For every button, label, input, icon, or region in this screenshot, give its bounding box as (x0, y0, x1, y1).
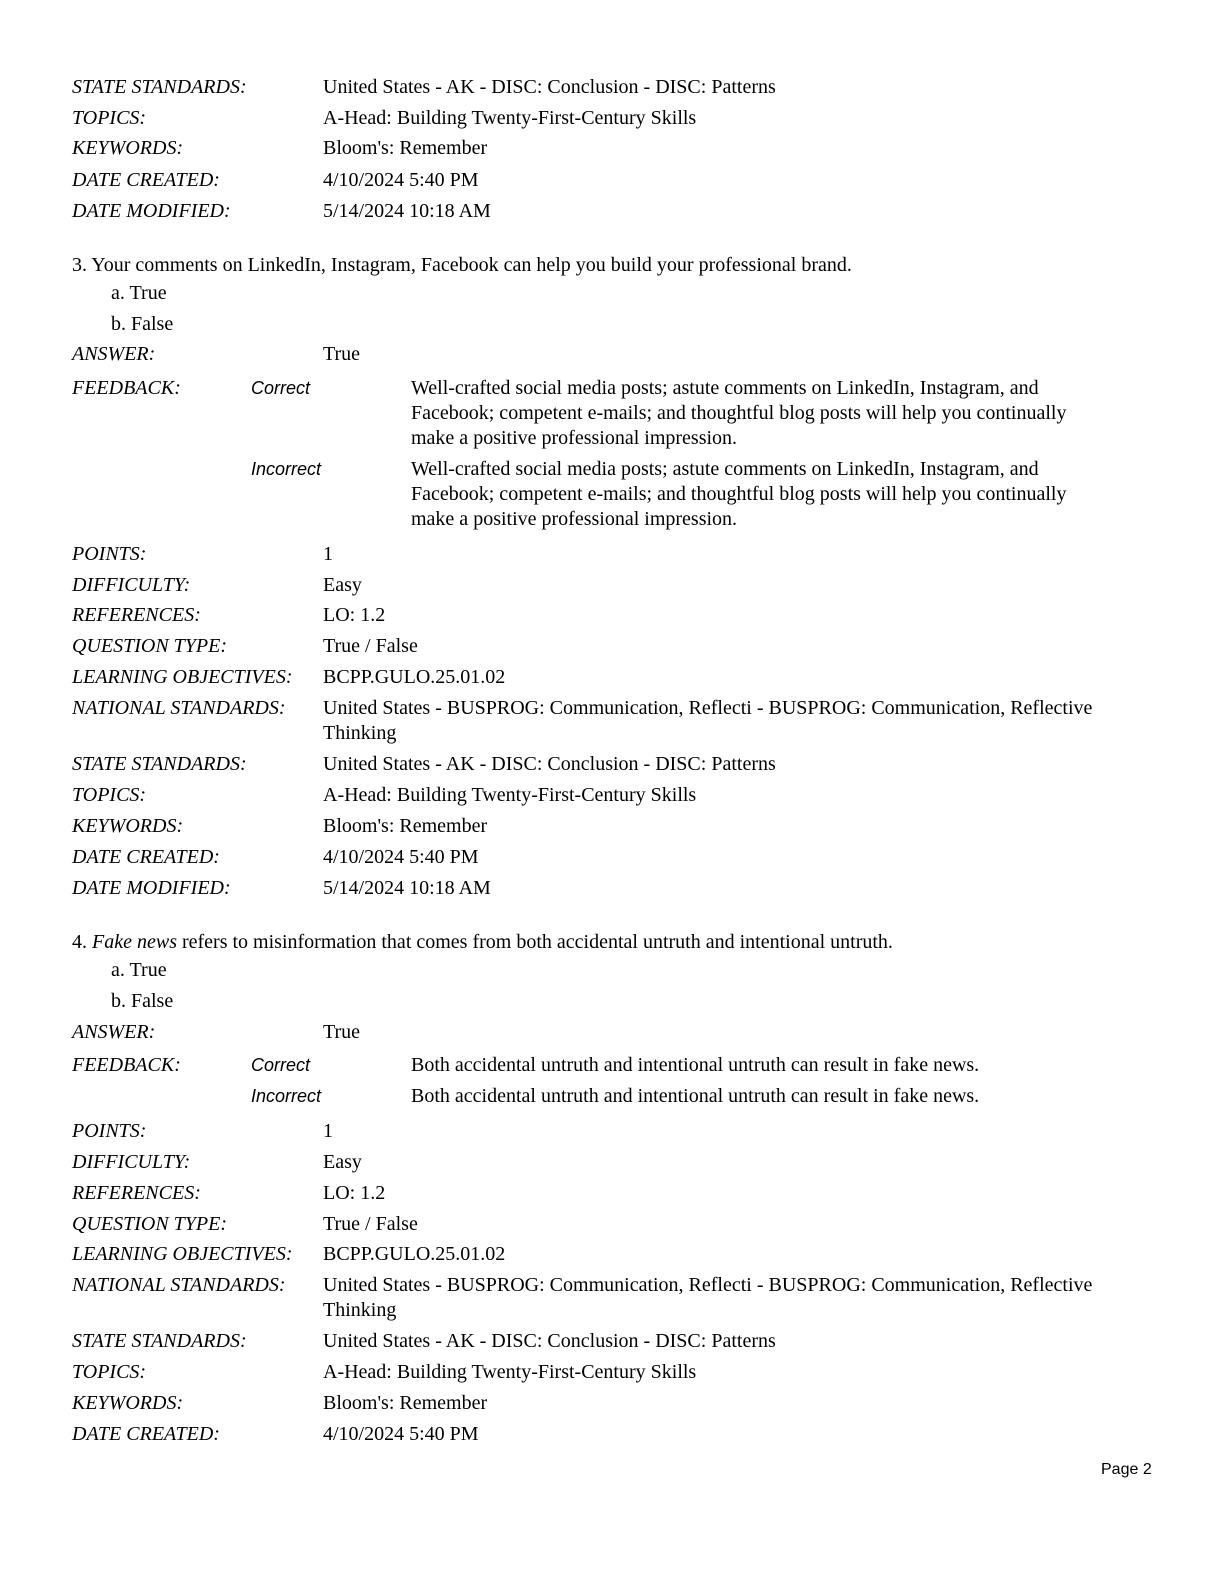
national-standards-value: United States - BUSPROG: Communication, Reflecti - BUSPROG: Communication, Reflective Thinking (323, 697, 1093, 744)
q4-feedback-incorrect-tag: Incorrect (251, 1086, 322, 1106)
q4-feedback-correct-tag: Correct (251, 1055, 311, 1075)
points-value: 1 (323, 543, 333, 565)
state-standards-value: United States - AK - DISC: Conclusion - DISC: Patterns (323, 1330, 776, 1352)
answer-value: True (323, 1021, 361, 1043)
state-standards-value: United States - AK - DISC: Conclusion - DISC: Patterns (323, 753, 776, 775)
topics-label: TOPICS: (72, 107, 147, 129)
q4-question-rest: refers to misinformation that comes from both accidental untruth and intentional untruth. (181, 931, 893, 953)
points-label: POINTS: (72, 543, 147, 565)
q3-feedback-correct-tag: Correct (251, 378, 311, 398)
keywords-label: KEYWORDS: (72, 815, 184, 837)
feedback-label: FEEDBACK: (72, 377, 181, 399)
references-value: LO: 1.2 (323, 1182, 386, 1204)
state-standards-label: STATE STANDARDS: (72, 76, 247, 98)
topics-value: A-Head: Building Twenty-First-Century Skills (323, 784, 697, 806)
q4-term: Fake news (92, 931, 177, 953)
state-standards-label: STATE STANDARDS: (72, 1330, 247, 1352)
topics-value: A-Head: Building Twenty-First-Century Skills (323, 1361, 697, 1383)
state-standards-label: STATE STANDARDS: (72, 753, 247, 775)
q4-number: 4. (72, 931, 87, 953)
question-type-value: True / False (323, 635, 418, 657)
date-created-label: DATE CREATED: (72, 846, 220, 868)
date-modified-label: DATE MODIFIED: (72, 877, 231, 899)
feedback-label: FEEDBACK: (72, 1054, 181, 1076)
references-label: REFERENCES: (72, 604, 201, 626)
date-created-value: 4/10/2024 5:40 PM (323, 169, 479, 191)
state-standards-value: United States - AK - DISC: Conclusion - DISC: Patterns (323, 76, 776, 98)
q4-question-text (72, 930, 1152, 955)
topics-label: TOPICS: (72, 784, 147, 806)
answer-value: True (323, 343, 361, 365)
date-created-label: DATE CREATED: (72, 169, 220, 191)
date-created-value: 4/10/2024 5:40 PM (323, 846, 479, 868)
learning-objectives-label: LEARNING OBJECTIVES: (72, 666, 293, 688)
q3-feedback-correct-text: Well-crafted social media posts; astute comments on LinkedIn, Instagram, and Facebook; competent e-mails; and thoughtful blog posts will help you continually make a positive professional impression. (411, 377, 1067, 449)
date-modified-label: DATE MODIFIED: (72, 200, 231, 222)
date-created-label: DATE CREATED: (72, 1423, 220, 1445)
keywords-value: Bloom's: Remember (323, 137, 488, 159)
q3-feedback-incorrect-tag: Incorrect (251, 459, 322, 479)
q4-feedback-incorrect-text: Both accidental untruth and intentional untruth can result in fake news. (411, 1085, 980, 1107)
q3-option-a: a. True (111, 282, 167, 304)
date-created-value: 4/10/2024 5:40 PM (323, 1423, 479, 1445)
question-type-label: QUESTION TYPE: (72, 635, 228, 657)
keywords-value: Bloom's: Remember (323, 1392, 488, 1414)
difficulty-label: DIFFICULTY: (72, 574, 191, 596)
keywords-value: Bloom's: Remember (323, 815, 488, 837)
topics-value: A-Head: Building Twenty-First-Century Skills (323, 107, 697, 129)
date-modified-value: 5/14/2024 10:18 AM (323, 200, 491, 222)
q4-option-b: b. False (111, 990, 174, 1012)
learning-objectives-label: LEARNING OBJECTIVES: (72, 1243, 293, 1265)
question-type-value: True / False (323, 1213, 418, 1235)
keywords-label: KEYWORDS: (72, 137, 184, 159)
difficulty-value: Easy (323, 1151, 362, 1173)
page-number: Page 2 (1101, 1461, 1152, 1478)
references-label: REFERENCES: (72, 1182, 201, 1204)
points-label: POINTS: (72, 1120, 147, 1142)
answer-label: ANSWER: (72, 343, 156, 365)
q4-option-a: a. True (111, 959, 167, 981)
q3-option-b: b. False (111, 313, 174, 335)
national-standards-label: NATIONAL STANDARDS: (72, 697, 286, 719)
difficulty-label: DIFFICULTY: (72, 1151, 191, 1173)
q3-question-text: 3. Your comments on LinkedIn, Instagram, Facebook can help you build your professional brand. (72, 254, 852, 276)
national-standards-label: NATIONAL STANDARDS: (72, 1274, 286, 1296)
national-standards-value: United States - BUSPROG: Communication, Reflecti - BUSPROG: Communication, Reflective Thinking (323, 1274, 1093, 1321)
q4-feedback-correct-text: Both accidental untruth and intentional untruth can result in fake news. (411, 1054, 980, 1076)
learning-objectives-value: BCPP.GULO.25.01.02 (323, 666, 506, 688)
question-type-label: QUESTION TYPE: (72, 1213, 228, 1235)
answer-label: ANSWER: (72, 1021, 156, 1043)
date-modified-value: 5/14/2024 10:18 AM (323, 877, 491, 899)
topics-label: TOPICS: (72, 1361, 147, 1383)
q3-feedback-incorrect-text: Well-crafted social media posts; astute comments on LinkedIn, Instagram, and Facebook; competent e-mails; and thoughtful blog posts will help you continually make a positive professional impression. (411, 458, 1067, 530)
difficulty-value: Easy (323, 574, 362, 596)
learning-objectives-value: BCPP.GULO.25.01.02 (323, 1243, 506, 1265)
references-value: LO: 1.2 (323, 604, 386, 626)
keywords-label: KEYWORDS: (72, 1392, 184, 1414)
points-value: 1 (323, 1120, 333, 1142)
